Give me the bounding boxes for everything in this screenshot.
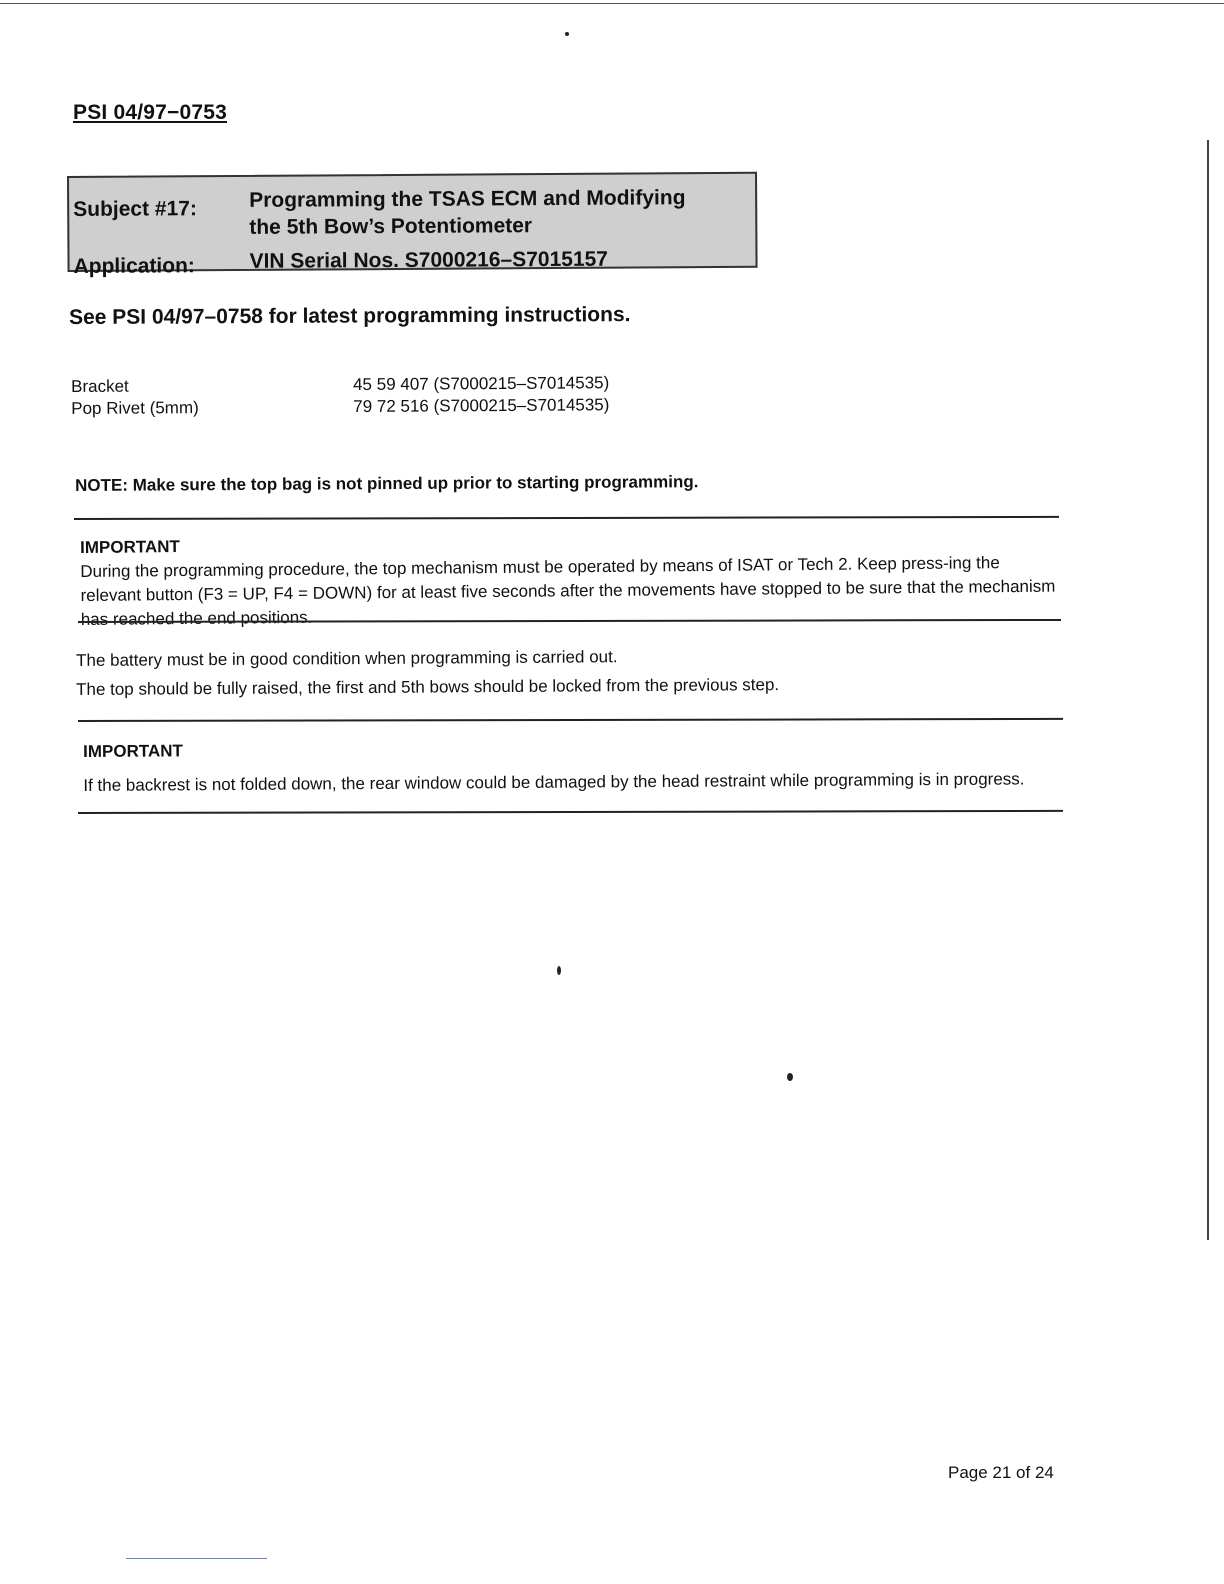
battery-instruction: The battery must be in good condition when programming is carried out.	[76, 647, 618, 670]
important-text: During the programming procedure, the top mechanism must be operated by means of ISAT or Tech 2. Keep press-ing the relevant button (F3 = UP, F4 = DOWN) for at least five seconds after the movements have stopped to be sure that the mechanism has reached the end positions.	[80, 553, 1056, 629]
subject-title-line-1: Programming the TSAS ECM and Modifying	[249, 186, 686, 212]
subject-box	[67, 172, 758, 278]
important-block	[80, 527, 1061, 632]
top-edge-rule	[0, 3, 1224, 4]
divider	[78, 810, 1063, 814]
subject-label: Subject #17:	[73, 197, 197, 221]
application-value: VIN Serial Nos. S7000216–S7015157	[249, 247, 609, 273]
application-label: Application:	[73, 254, 195, 278]
top-instruction: The top should be fully raised, the first and 5th bows should be locked from the previous step.	[76, 675, 780, 699]
scan-speck	[557, 966, 561, 975]
part-name: Pop Rivet (5mm)	[71, 398, 199, 418]
important-title: IMPORTANT	[80, 537, 180, 557]
divider	[78, 718, 1063, 722]
divider	[74, 516, 1059, 520]
part-number: 45 59 407 (S7000215–S7014535)	[353, 373, 610, 395]
important-title: IMPORTANT	[83, 741, 183, 761]
see-psi-reference: See PSI 04/97–0758 for latest programming instructions.	[69, 303, 631, 329]
important-block	[83, 733, 1058, 798]
footer-rule	[126, 1558, 267, 1559]
scan-speck	[787, 1073, 793, 1081]
important-text: If the backrest is not folded down, the rear window could be damaged by the head restraint while programming is in progress.	[83, 769, 1025, 795]
page-number: Page 21 of 24	[948, 1463, 1054, 1482]
subject-title-line-2: the 5th Bow’s Potentiometer	[249, 214, 533, 239]
part-name: Bracket	[71, 376, 129, 396]
scan-edge	[1207, 140, 1209, 1240]
document-id: PSI 04/97−0753	[73, 101, 228, 124]
scan-speck	[565, 32, 569, 36]
part-number: 79 72 516 (S7000215–S7014535)	[353, 395, 610, 417]
note-text: NOTE: Make sure the top bag is not pinned up prior to starting programming.	[75, 472, 699, 495]
parts-list	[71, 372, 609, 420]
part-row	[71, 394, 609, 420]
